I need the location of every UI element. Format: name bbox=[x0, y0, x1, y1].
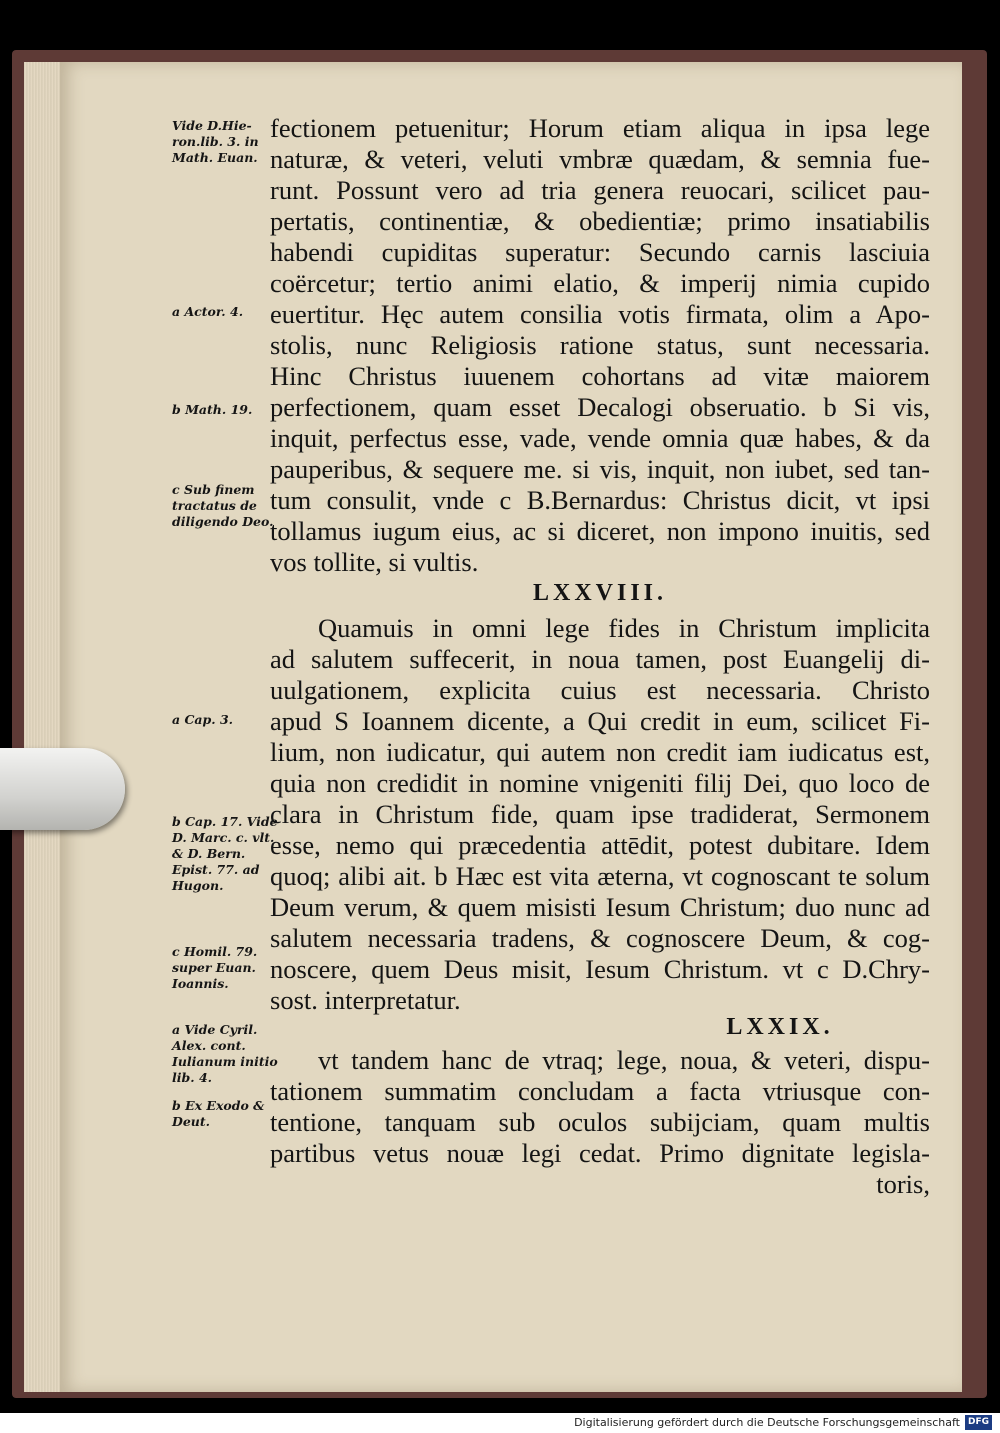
text-line: pauperibus, & sequere me. si vis, inquit, non iubet, sed tan- bbox=[270, 454, 930, 484]
text-line: Hinc Christus iuuenem cohortans ad vitæ maiorem bbox=[270, 361, 930, 391]
text-line: sost. interpretatur. bbox=[270, 985, 461, 1015]
text-line: partibus vetus nouæ legi cedat. Primo dignitate legisla- bbox=[270, 1138, 930, 1168]
text-line: esse, nemo qui præcedentia attēdit, potest dubitare. Idem bbox=[270, 830, 930, 860]
page-clip bbox=[0, 748, 125, 830]
text-line: Deum verum, & quem misisti Iesum Christum; duo nunc ad bbox=[270, 892, 930, 922]
text-line: ad salutem suffecerit, in noua tamen, post Euangelij di- bbox=[270, 644, 930, 674]
section-heading: LXXIX. bbox=[726, 1014, 834, 1040]
text-line: salutem necessaria tradens, & cognoscere Deum, & cog- bbox=[270, 923, 930, 953]
text-line: lium, non iudicatur, qui autem non credit iam iudicatus est, bbox=[270, 737, 930, 767]
text-line: vos tollite, si vultis. bbox=[270, 547, 479, 577]
text-line: pertatis, continentiæ, & obedientiæ; primo insatiabilis bbox=[270, 206, 930, 236]
text-line: tollamus iugum eius, ac si diceret, non impono inuitis, sed bbox=[270, 516, 930, 546]
margin-notes bbox=[172, 118, 280, 1168]
footer-bar bbox=[0, 1413, 1000, 1433]
text-line: Quamuis in omni lege fides in Christum implicita bbox=[318, 613, 930, 643]
margin-note: b Ex Exodo & Deut. bbox=[172, 1098, 265, 1129]
text-line: fectionem petuenitur; Horum etiam aliqua in ipsa lege bbox=[270, 113, 930, 143]
text-line: apud S Ioannem dicente, a Qui credit in eum, scilicet Fi- bbox=[270, 706, 930, 736]
text-line: tationem summatim concludam a facta vtriusque con- bbox=[270, 1076, 930, 1106]
text-line: runt. Possunt vero ad tria genera reuocari, scilicet pau- bbox=[270, 175, 930, 205]
text-line: noscere, quem Deus misit, Iesum Christum. vt c D.Chry- bbox=[270, 954, 930, 984]
text-line: habendi cupiditas superatur: Secundo carnis lasciuia bbox=[270, 237, 930, 267]
text-line: perfectionem, quam esset Decalogi obseruatio. b Si vis, bbox=[270, 392, 930, 422]
text-line: clara in Christum fide, quam ipse tradiderat, Sermonem bbox=[270, 799, 930, 829]
margin-note: a Actor. 4. bbox=[172, 304, 244, 319]
text-line: euertitur. Hęc autem consilia votis firmata, olim a Apo- bbox=[270, 299, 930, 329]
section-heading: LXXVIII. bbox=[532, 580, 668, 606]
text-line: tentione, tanquam sub oculos subijciam, quam multis bbox=[270, 1107, 930, 1137]
margin-note: Vide D.Hie- ron.lib. 3. in Math. Euan. bbox=[172, 118, 259, 165]
margin-note: b Cap. 17. Vide D. Marc. c. vlt. & D. Bern. Epist. 77. ad Hugon. bbox=[172, 814, 278, 893]
text-line: quoq; alibi ait. b Hæc est vita æterna, vt cognoscant te solum bbox=[270, 861, 930, 891]
text-line: inquit, perfectus esse, vade, vende omnia quæ habes, & da bbox=[270, 423, 930, 453]
page-edges bbox=[24, 62, 62, 1392]
text-line: stolis, nunc Religiosis ratione status, sunt necessaria. bbox=[270, 330, 930, 360]
margin-note: c Sub finem tractatus de diligendo Deo. bbox=[172, 482, 274, 529]
text-line: vt tandem hanc de vtraq; lege, noua, & veteri, dispu- bbox=[318, 1045, 930, 1075]
text-line: uulgationem, explicita cuius est necessaria. Christo bbox=[270, 675, 930, 705]
dfg-logo-icon: DFG bbox=[965, 1415, 992, 1430]
margin-note: c Homil. 79. super Euan. Ioannis. bbox=[172, 944, 258, 991]
text-line: toris, bbox=[876, 1169, 930, 1199]
text-line: tum consulit, vnde c B.Bernardus: Christus dicit, vt ipsi bbox=[270, 485, 930, 515]
margin-note: b Math. 19. bbox=[172, 402, 253, 417]
margin-note: a Vide Cyril. Alex. cont. Iulianum initio lib. 4. bbox=[172, 1022, 278, 1085]
footer-credit: Digitalisierung gefördert durch die Deutsche Forschungsgemeinschaft bbox=[574, 1416, 960, 1429]
text-line: quia non credidit in nomine vnigeniti filij Dei, quo loco de bbox=[270, 768, 930, 798]
text-line: naturæ, & veteri, veluti vmbræ quædam, & semnia fue- bbox=[270, 144, 930, 174]
margin-note: a Cap. 3. bbox=[172, 712, 233, 727]
body-text bbox=[270, 112, 930, 1212]
text-line: coërcetur; tertio animi elatio, & imperij nimia cupido bbox=[270, 268, 930, 298]
